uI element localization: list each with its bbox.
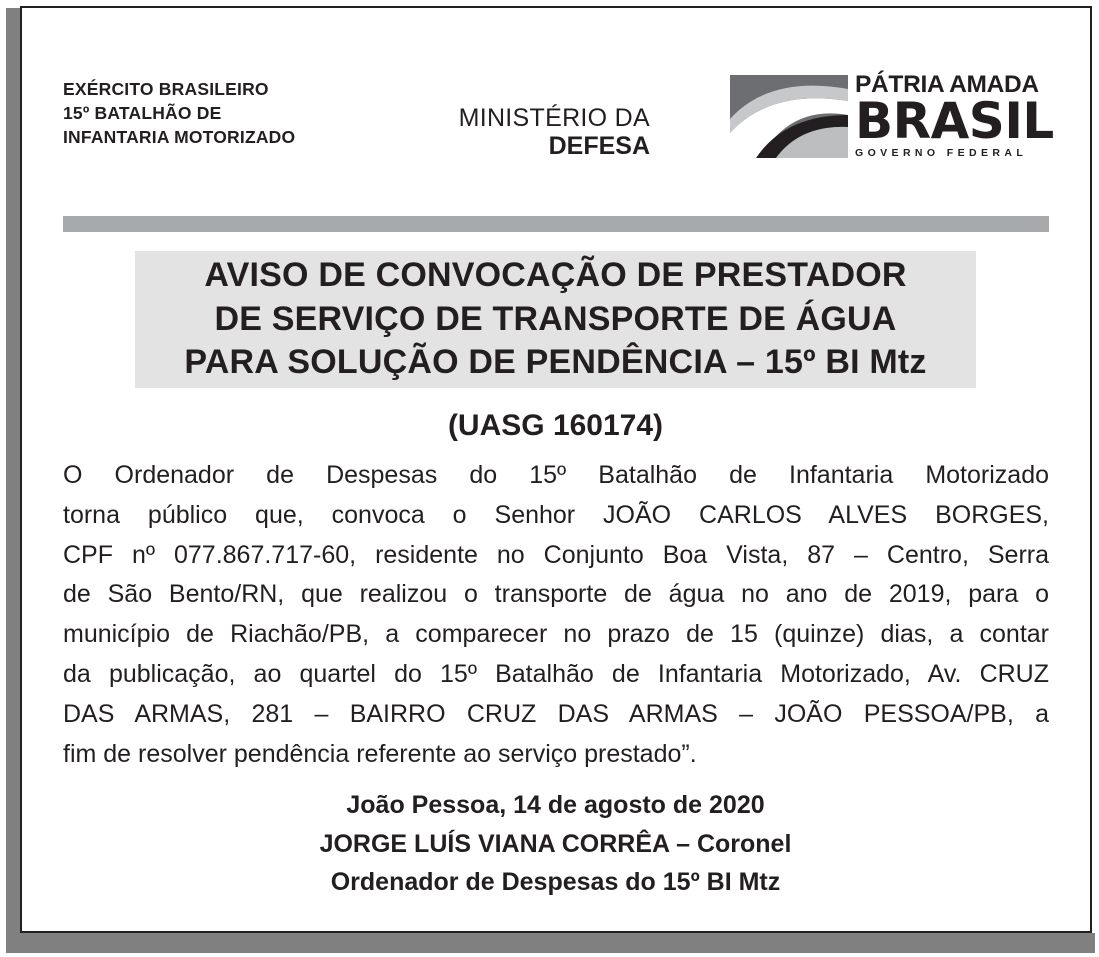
title-line: PARA SOLUÇÃO DE PENDÊNCIA – 15º BI Mtz (184, 343, 927, 381)
government-logo (855, 71, 1054, 160)
flag-emblem-icon (730, 75, 848, 158)
signature-place-date: João Pessoa, 14 de agosto de 2020 (346, 791, 765, 819)
body-line: torna público que, convoca o Senhor JOÃO CARLOS ALVES BORGES, (63, 500, 1049, 529)
header-divider (63, 216, 1049, 232)
notice-title (135, 254, 976, 385)
army-unit-line: INFANTARIA MOTORIZADO (63, 127, 296, 147)
signature-block (0, 786, 1099, 902)
logo-tagline: PÁTRIA AMADA (855, 71, 1039, 98)
title-line: AVISO DE CONVOCAÇÃO DE PRESTADOR (204, 256, 907, 294)
body-line: de São Bento/RN, que realizou o transporte de água no ano de 2019, para o (63, 580, 1049, 609)
army-unit-header (63, 77, 295, 149)
body-line: da publicação, ao quartel do 15º Batalhão de Infantaria Motorizado, Av. CRUZ (63, 659, 1049, 688)
uasg-code: (UASG 160174) (447, 409, 664, 442)
body-line: O Ordenador de Despesas do 15º Batalhão de Infantaria Motorizado (63, 461, 1049, 489)
ministry-header (410, 104, 650, 160)
ministry-line-2: DEFESA (548, 132, 650, 160)
body-line: DAS ARMAS, 281 – BAIRRO CRUZ DAS ARMAS – JOÃO PESSOA/PB, a (63, 699, 1049, 728)
body-line: fim de resolver pendência referente ao serviço prestado”. (63, 739, 697, 768)
army-unit-line: EXÉRCITO BRASILEIRO (63, 79, 269, 99)
logo-subtitle: GOVERNO FEDERAL (855, 147, 1028, 159)
signature-name: JORGE LUÍS VIANA CORRÊA – Coronel (319, 829, 792, 858)
army-unit-line: 15º BATALHÃO DE (63, 103, 222, 123)
body-line: município de Riachão/PB, a comparecer no prazo de 15 (quinze) dias, a contar (63, 620, 1049, 649)
signature-role: Ordenador de Despesas do 15º BI Mtz (330, 868, 781, 896)
body-line: CPF nº 077.867.717-60, residente no Conjunto Boa Vista, 87 – Centro, Serra (63, 540, 1049, 569)
logo-name: BRASIL (855, 92, 1054, 150)
ministry-line-1: MINISTÉRIO DA (458, 104, 650, 132)
notice-body (63, 456, 1049, 774)
frame-shadow-bottom (6, 933, 1095, 953)
title-line: DE SERVIÇO DE TRANSPORTE DE ÁGUA (214, 299, 897, 338)
